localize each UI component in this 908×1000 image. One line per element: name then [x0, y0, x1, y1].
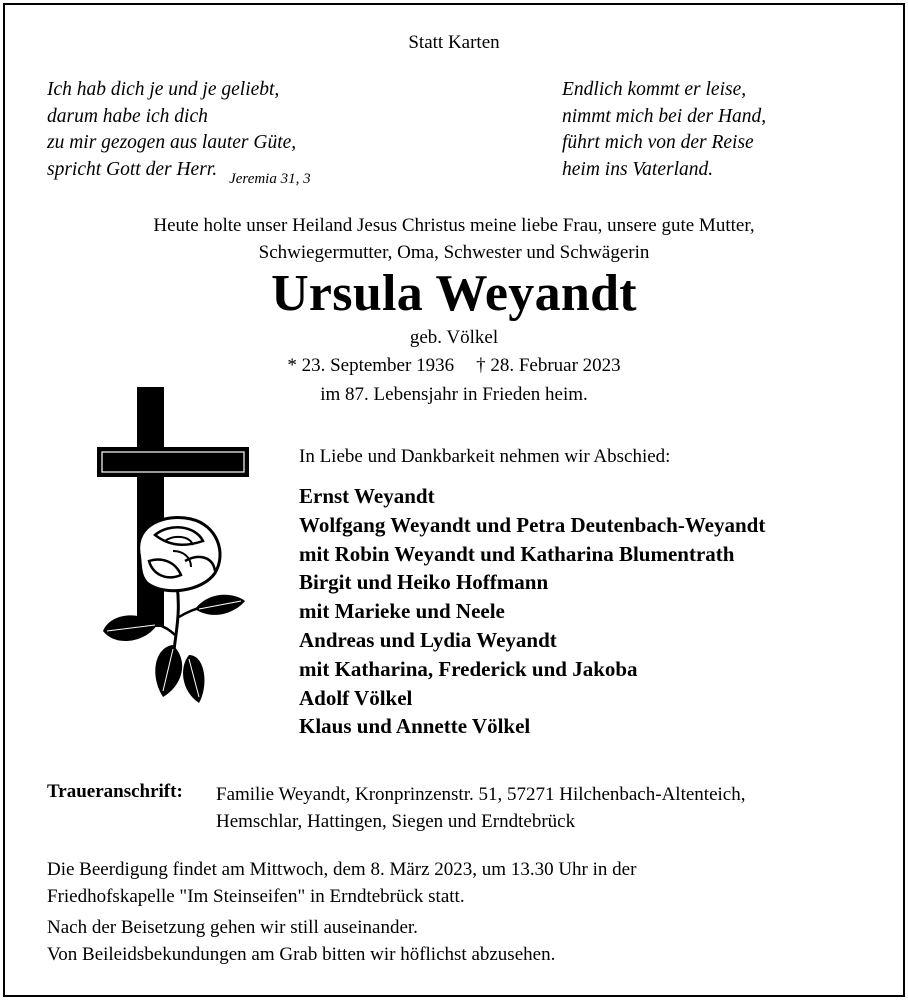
funeral-line: Die Beerdigung findet am Mittwoch, dem 8. März 2023, um 13.30 Uhr in der	[47, 859, 637, 880]
verse-right-line: heim ins Vaterland.	[562, 158, 714, 180]
maiden-name: geb. Völkel	[409, 327, 499, 348]
verse-right-line: führt mich von der Reise	[562, 132, 754, 153]
mourners-intro: In Liebe und Dankbarkeit nehmen wir Abschied:	[299, 446, 671, 467]
closing-info	[47, 914, 555, 968]
header-statt-karten: Statt Karten	[408, 32, 500, 53]
intro-line: Heute holte unser Heiland Jesus Christus meine liebe Frau, unsere gute Mutter,	[153, 215, 755, 236]
mourner-name: Ernst Weyandt	[299, 484, 435, 508]
birth-date: * 23. September 1936	[287, 355, 455, 376]
mourner-name: Adolf Völkel	[299, 685, 413, 710]
address-label: Traueranschrift:	[47, 781, 183, 802]
mourner-name: Klaus und Annette Völkel	[299, 714, 531, 739]
funeral-info	[47, 856, 636, 910]
closing-line: Nach der Beisetzung gehen wir still auseinander.	[47, 917, 418, 938]
deceased-name: Ursula Weyandt	[271, 265, 637, 322]
verse-reference: Jeremia 31, 3	[229, 170, 311, 187]
cross-with-rose-icon	[95, 385, 255, 715]
verse-left-line-text: spricht Gott der Herr.	[47, 158, 218, 180]
verse-left-line: darum habe ich dich	[47, 105, 208, 127]
verse-right-line: Endlich kommt er leise,	[562, 79, 747, 100]
mourners-list	[299, 482, 765, 741]
death-date: † 28. Februar 2023	[476, 355, 621, 376]
verse-left	[47, 77, 311, 187]
verse-right-line: nimmt mich bei der Hand,	[562, 105, 767, 127]
closing-line: Von Beileidsbekundungen am Grab bitten wir höflichst abzusehen.	[47, 944, 556, 965]
address-line: Hemschlar, Hattingen, Siegen und Erndtebrück	[216, 811, 576, 832]
mourner-name: mit Robin Weyandt und Katharina Blumentrath	[299, 541, 735, 566]
mourner-name: mit Katharina, Frederick und Jakoba	[299, 656, 638, 681]
mourner-name: Birgit und Heiko Hoffmann	[299, 570, 549, 595]
life-dates	[0, 355, 908, 377]
verse-left-line: Ich hab dich je und je geliebt,	[47, 79, 280, 100]
verse-left-line	[47, 157, 311, 187]
intro-text	[0, 212, 908, 266]
verse-left-line: zu mir gezogen aus lauter Güte,	[47, 132, 297, 153]
mourner-name: mit Marieke und Neele	[299, 599, 505, 624]
mourner-name: Wolfgang Weyandt und Petra Deutenbach-Weyandt	[299, 512, 766, 537]
intro-line: Schwiegermutter, Oma, Schwester und Schwägerin	[258, 242, 650, 263]
address-text	[216, 781, 745, 835]
verse-right	[562, 77, 766, 183]
age-line: im 87. Lebensjahr in Frieden heim.	[320, 384, 588, 405]
funeral-line: Friedhofskapelle "Im Steinseifen" in Erndtebrück statt.	[47, 886, 465, 907]
mourner-name: Andreas und Lydia Weyandt	[299, 627, 557, 652]
address-line: Familie Weyandt, Kronprinzenstr. 51, 57271 Hilchenbach-Altenteich,	[216, 784, 746, 805]
